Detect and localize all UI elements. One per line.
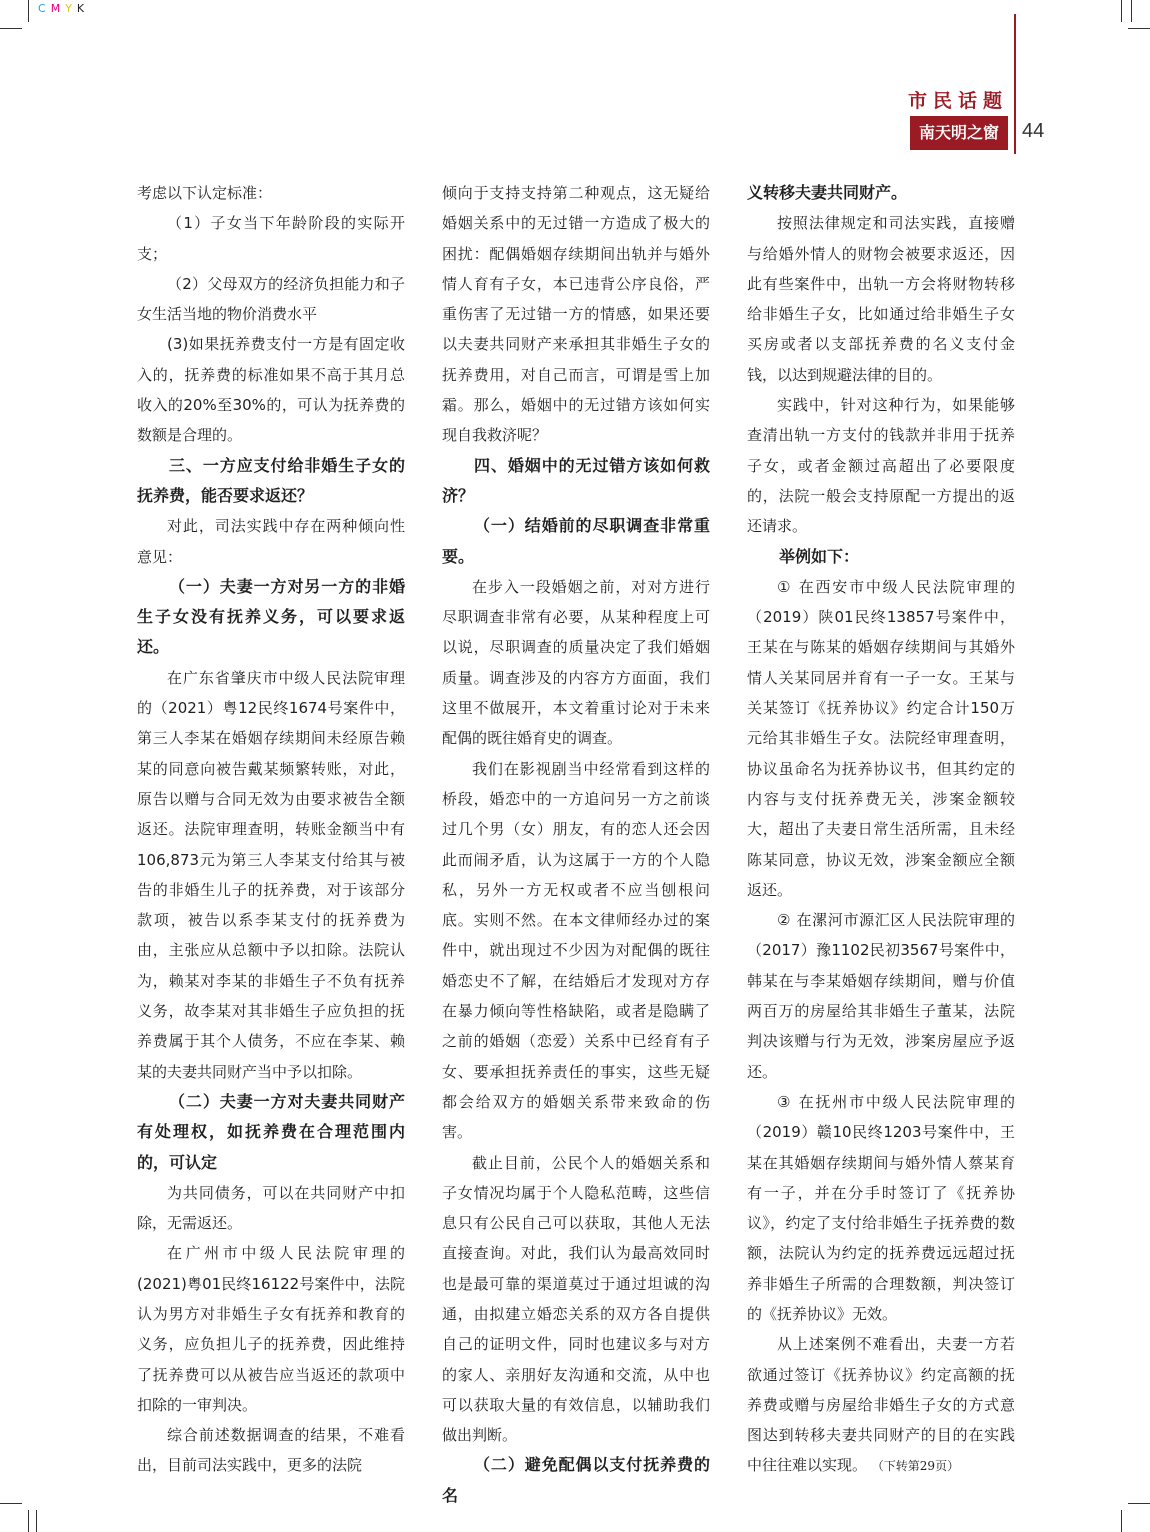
subheading: 义转移夫妻共同财产。 bbox=[747, 183, 908, 202]
paragraph: 我们在影视剧当中经常看到这样的桥段，婚恋中的一方追问另一方之前谈过几个男（女）朋友，有的恋人还会因此而闹矛盾，认为这属于一方的个人隐私，另外一方无权或者不应当刨根问底。实则不然。在本文律师经办过的案件中，就出现过不少因为对配偶的既往婚恋史不了解，在结婚后才发现对方存在暴力倾向等性格缺陷，或者是隐瞒了之前的婚姻（恋爱）关系中已经育有子女、要承担抚养责任的事实，这些无疑都会给双方的婚姻关系带来致命的伤害。 bbox=[442, 759, 710, 1142]
crop-mark-bottom-left-v bbox=[28, 1510, 29, 1532]
paragraph: 在广州市中级人民法院审理的(2021)粤01民终16122号案件中，法院认为男方对非婚生子女有抚养和教育的义务，应负担儿子的抚养费，因此维持了抚养费可以从被告应当返还的款项中扣除的一审判决。 bbox=[137, 1244, 405, 1414]
text-column-1 bbox=[137, 178, 405, 1481]
paragraph: ② 在漯河市源汇区人民法院审理的（2017）豫1102民初3567号案件中，韩某在与李某婚姻存续期间，赠与价值两百万的房屋给其非婚生子董某，法院判决该赠与行为无效，涉案房屋应予返还。 bbox=[747, 911, 1015, 1081]
paragraph: 倾向于支持支持第二种观点，这无疑给婚姻关系中的无过错一方造成了极大的困扰：配偶婚姻存续期间出轨并与婚外情人育有子女，本已违背公序良俗，严重伤害了无过错一方的情感，如果还要以夫妻共同财产来承担其非婚生子女的抚养费用，对自己而言，可谓是雪上加霜。那么，婚姻中的无过错方该如何实现自我救济呢？ bbox=[442, 184, 710, 445]
crop-mark-bottom-right-v bbox=[1121, 1510, 1122, 1532]
subheading: （二）避免配偶以支付抚养费的名 bbox=[442, 1455, 710, 1505]
subheading: （一）夫妻一方对另一方的非婚生子女没有抚养义务，可以要求返还。 bbox=[137, 576, 405, 657]
subheading: 三、一方应支付给非婚生子女的抚养费，能否要求返还？ bbox=[137, 455, 405, 505]
paragraph: 考虑以下认定标准： bbox=[137, 184, 273, 202]
crop-mark-top-right-v bbox=[1121, 0, 1122, 22]
paragraph: 综合前述数据调查的结果，不难看出，目前司法实践中，更多的法院 bbox=[137, 1426, 405, 1475]
magazine-name-badge: 南天明之窗 bbox=[910, 116, 1008, 150]
color-mark-m: M bbox=[50, 2, 66, 15]
color-mark-y: Y bbox=[65, 2, 77, 15]
subheading: 举例如下： bbox=[779, 546, 860, 566]
crop-mark-bottom-left-h bbox=[0, 1503, 22, 1504]
paragraph: (3)如果抚养费支付一方是有固定收入的，抚养费的标准如果不高于其月总收入的20%至30%的，可认为抚养费的数额是合理的。 bbox=[137, 335, 405, 445]
cmyk-color-bar bbox=[38, 2, 89, 15]
paragraph: （2）父母双方的经济负担能力和子女生活当地的物价消费水平 bbox=[137, 274, 405, 324]
crop-mark-top-right-h bbox=[1128, 28, 1150, 29]
crop-mark-top-left-h bbox=[0, 28, 22, 29]
color-mark-k: K bbox=[76, 2, 90, 15]
continuation-note: （下转第29页） bbox=[871, 1459, 960, 1474]
paragraph: 在广东省肇庆市中级人民法院审理的（2021）粤12民终1674号案件中，第三人李某在婚姻存续期间未经原告赖某的同意向被告戴某频繁转账，对此，原告以赠与合同无效为由要求被告全额返还。法院审理查明，转账金额当中有106,873元为第三人李某支付给其与被告的非婚生儿子的抚养费，对于该部分款项，被告以系李某支付的抚养费为由，主张应从总额中予以扣除。法院认为，赖某对李某的非婚生子不负有抚养义务，故李某对其非婚生子应负担的抚养费属于其个人债务，不应在李某、赖某的夫妻共同财产当中予以扣除。 bbox=[137, 668, 405, 1081]
paragraph: ① 在西安市中级人民法院审理的（2019）陕01民终13857号案件中，王某在与陈某的婚姻存续期间与其婚外情人关某同居并育有一子一女。王某与关某签订《抚养协议》约定合计150万元给其非婚生子女。法院经审理查明，协议虽命名为抚养协议书，但其约定的内容与支付抚养费无关，涉案金额较大，超出了夫妻日常生活所需，且未经陈某同意，协议无效，涉案金额应全额返还。 bbox=[747, 577, 1015, 899]
section-title: 市民话题 bbox=[907, 90, 1008, 112]
subheading: （二）夫妻一方对夫妻共同财产有处理权，如抚养费在合理范围内的，可认定 bbox=[137, 1091, 405, 1172]
text-column-3 bbox=[747, 178, 1015, 1482]
paragraph: 从上述案例不难看出，夫妻一方若欲通过签订《抚养协议》约定高额的抚养费或赠与房屋给非婚生子女的方式意图达到转移夫妻共同财产的目的在实践中往往难以实现。 （下转第29页） bbox=[747, 1335, 1015, 1475]
crop-mark-top-left-v bbox=[28, 0, 29, 22]
header-divider-line bbox=[1014, 14, 1016, 154]
paragraph: 实践中，针对这种行为，如果能够查清出轨一方支付的钱款并非用于抚养子女，或者金额过高超出了必要限度的，法院一般会支持原配一方提出的返还请求。 bbox=[747, 396, 1015, 536]
page-number: 44 bbox=[1022, 120, 1045, 142]
paragraph: 截止目前，公民个人的婚姻关系和子女情况均属于个人隐私范畴，这些信息只有公民自己可以获取，其他人无法直接查询。对此，我们认为最高效同时也是最可靠的渠道莫过于通过坦诚的沟通，由拟建立婚恋关系的双方各自提供自己的证明文件，同时也建议多与对方的家人、亲朋好友沟通和交流，从中也可以获取大量的有效信息，以辅助我们做出判断。 bbox=[442, 1153, 710, 1445]
crop-mark-bottom-right-h bbox=[1128, 1503, 1150, 1504]
paragraph: 在步入一段婚姻之前，对对方进行尽职调查非常有必要，从某种程度上可以说，尽职调查的质量决定了我们婚姻质量。调查涉及的内容方方面面，我们这里不做展开，本文着重讨论对于未来配偶的既往婚育史的调查。 bbox=[442, 577, 710, 748]
paragraph: 对此，司法实践中存在两种倾向性意见： bbox=[137, 517, 405, 566]
paragraph: 按照法律规定和司法实践，直接赠与给婚外情人的财物会被要求返还，因此有些案件中，出轨一方会将财物转移给非婚生子女，比如通过给非婚生子女买房或者以支部抚养费的名义支付金钱，以达到规避法律的目的。 bbox=[747, 214, 1015, 384]
crop-mark-bottom-left-v2 bbox=[36, 1510, 37, 1532]
text-column-2 bbox=[442, 178, 710, 1511]
crop-mark-top-right-v2 bbox=[1131, 0, 1132, 22]
subheading: 四、婚姻中的无过错方该如何救济？ bbox=[442, 455, 710, 505]
subheading: （一）结婚前的尽职调查非常重要。 bbox=[442, 516, 710, 566]
color-mark-c: C bbox=[38, 2, 51, 15]
paragraph: 为共同债务，可以在共同财产中扣除，无需返还。 bbox=[137, 1183, 405, 1233]
paragraph: ③ 在抚州市中级人民法院审理的（2019）赣10民终1203号案件中，王某在其婚姻存续期间与婚外情人蔡某育有一子，并在分手时签订了《抚养协议》，约定了支付给非婚生子抚养费的数额，法院认为约定的抚养费远远超过抚养非婚生子所需的合理数额，判决签订的《抚养协议》无效。 bbox=[747, 1092, 1015, 1323]
paragraph: （1）子女当下年龄阶段的实际开支； bbox=[137, 214, 405, 263]
